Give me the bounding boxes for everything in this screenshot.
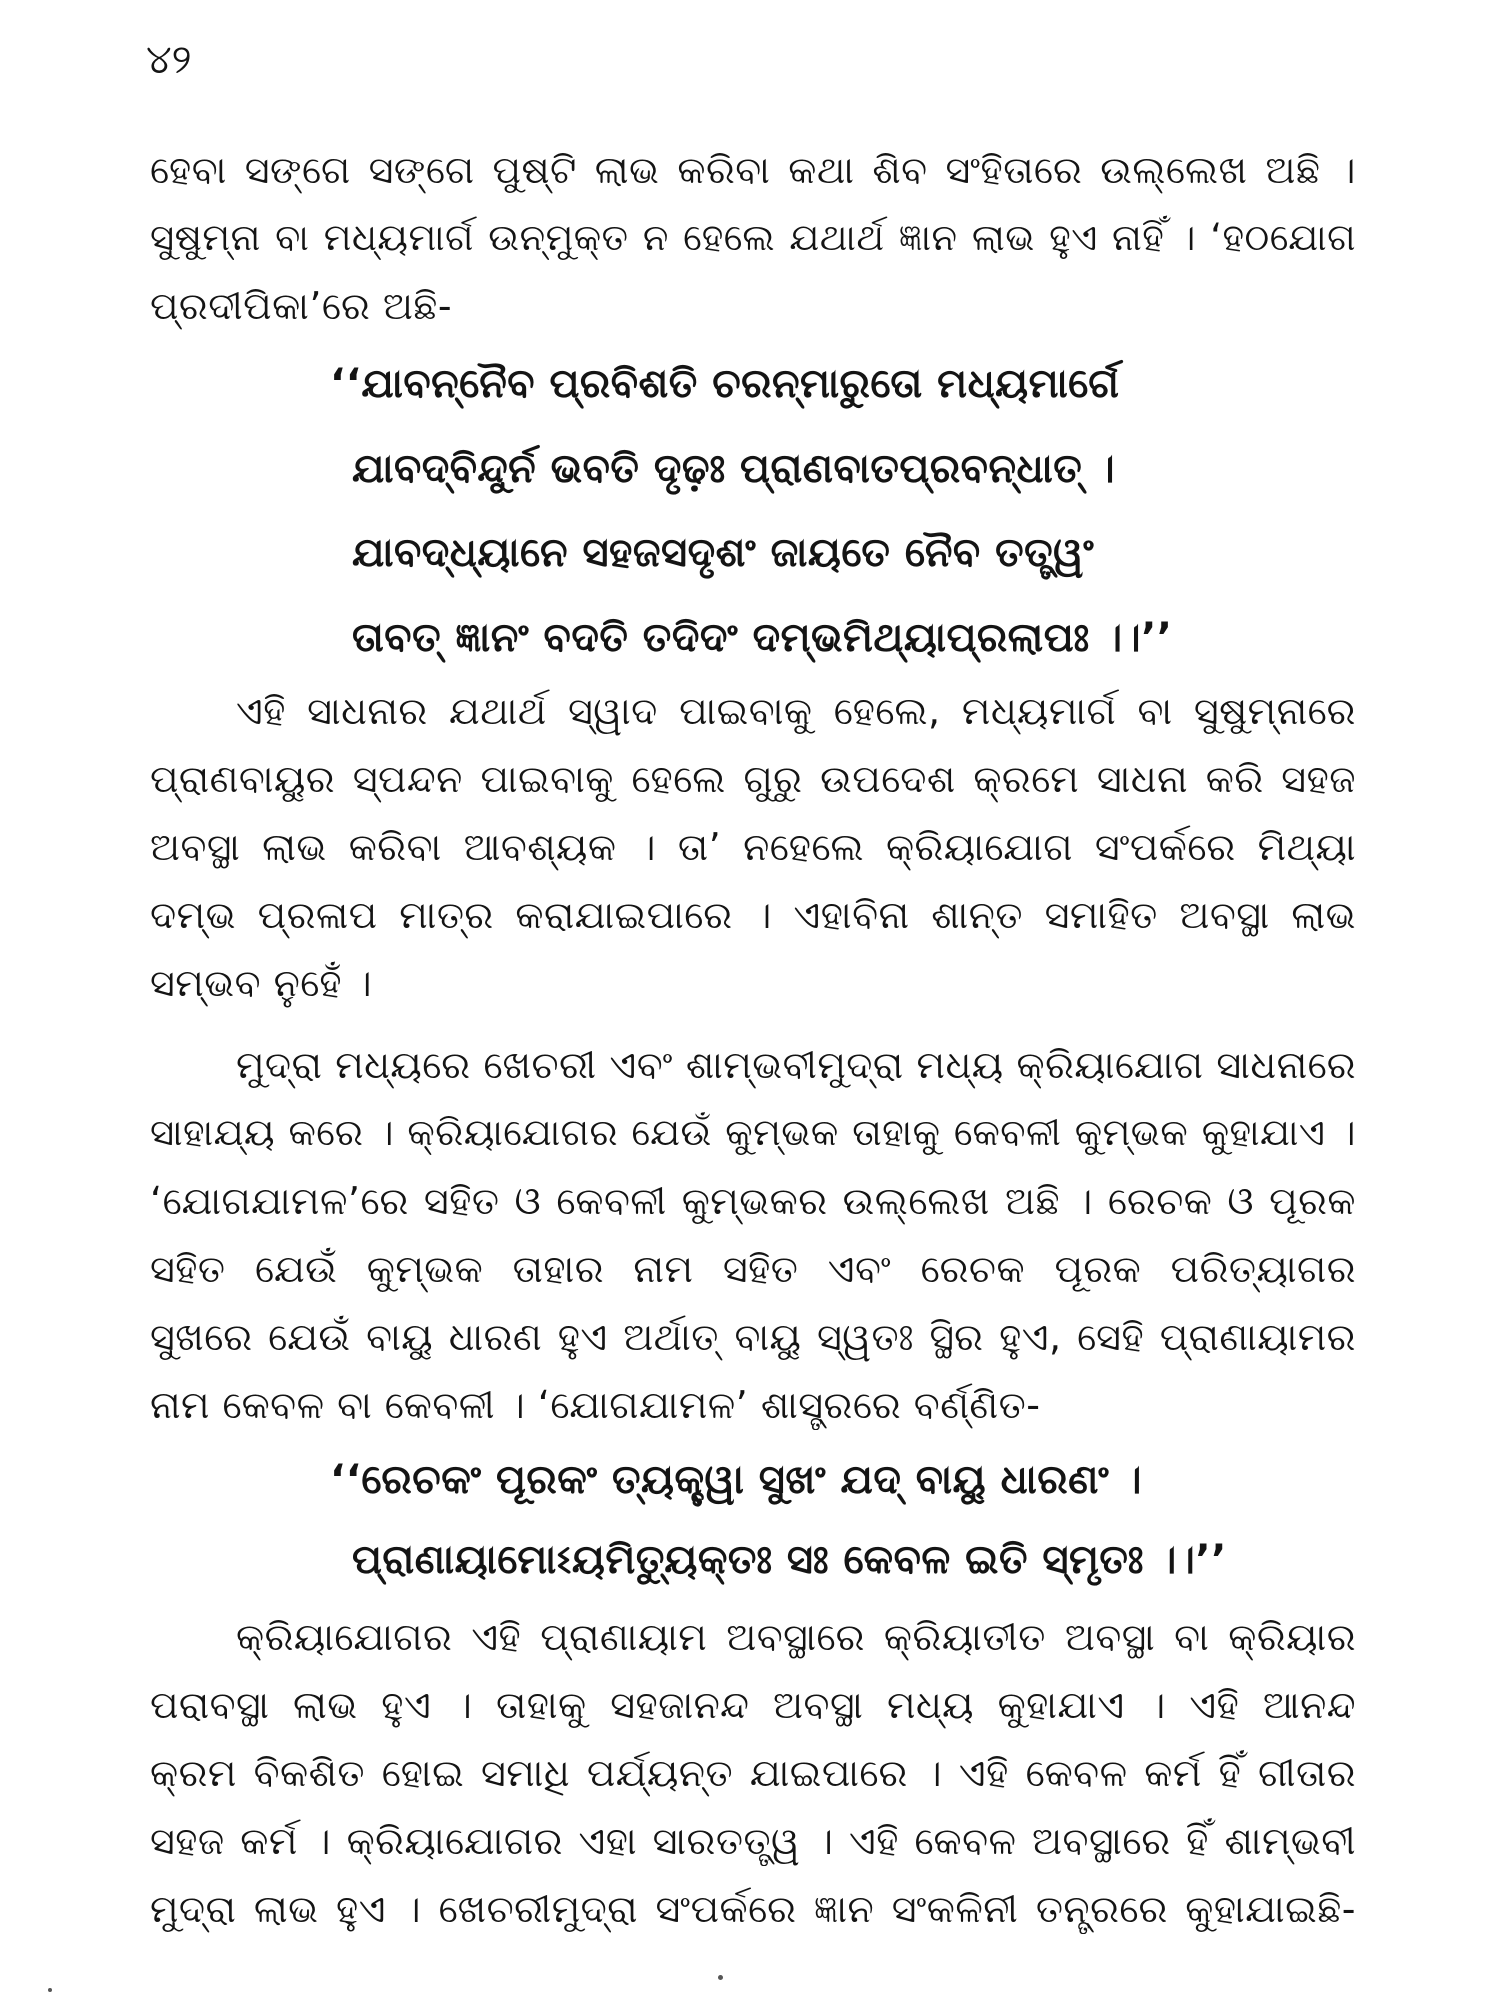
scan-speck xyxy=(48,1988,52,1992)
verse-1-line-1: ‘‘ଯାବନ୍ନୈବ ପ୍ରବିଶତି ଚରନ୍ମାରୁତୋ ମଧ୍ୟମାର୍ଗେ xyxy=(330,361,1120,407)
paragraph-2-line-3: ଅବସ୍ଥା ଲାଭ କରିବା ଆବଶ୍ୟକ । ତା’ ନହେଲେ କ୍ରିୟାଯୋଗ ସଂପର୍କରେ ମିଥ୍ୟା xyxy=(150,825,1356,869)
paragraph-4-line-3: କ୍ରମ ବିକଶିତ ହୋଇ ସମାଧି ପର୍ଯ୍ୟନ୍ତ ଯାଇପାରେ । ଏହି କେବଳ କର୍ମ ହିଁ ଗୀତାର xyxy=(150,1751,1356,1795)
paragraph-3-line-4: ସହିତ ଯେଉଁ କୁମ୍ଭକ ତାହାର ନାମ ସହିତ ଏବଂ ରେଚକ ପୂରକ ପରିତ୍ୟାଗର xyxy=(150,1247,1356,1291)
paragraph-1-line-2: ସୁଷୁମ୍ନା ବା ମଧ୍ୟମାର୍ଗ ଉନ୍ମୁକ୍ତ ନ ହେଲେ ଯଥାର୍ଥ ଜ୍ଞାନ ଲାଭ ହୁଏ ନାହିଁ । ‘ହଠଯୋଗ xyxy=(150,216,1356,259)
paragraph-4-line-4: ସହଜ କର୍ମ । କ୍ରିୟାଯୋଗର ଏହା ସାରତତ୍ତ୍ୱ । ଏହି କେବଳ ଅବସ୍ଥାରେ ହିଁ ଶାମ୍ଭବୀ xyxy=(150,1819,1356,1863)
paragraph-3-line-2: ସାହାଯ୍ୟ କରେ । କ୍ରିୟାଯୋଗର ଯେଉଁ କୁମ୍ଭକ ତାହାକୁ କେବଳୀ କୁମ୍ଭକ କୁହାଯାଏ । xyxy=(150,1111,1356,1154)
paragraph-2-line-5: ସମ୍ଭବ ନୁହେଁ । xyxy=(150,961,373,1005)
verse-2-line-2: ପ୍ରାଣାୟାମୋଽୟମିତ୍ୟୁକ୍ତଃ ସଃ କେବଳ ଇତି ସ୍ମୃତଃ ।।’’ xyxy=(352,1537,1227,1583)
paragraph-2-line-4: ଦମ୍ଭ ପ୍ରଳାପ ମାତ୍ର କରାଯାଇପାରେ । ଏହାବିନା ଶାନ୍ତ ସମାହିତ ଅବସ୍ଥା ଲାଭ xyxy=(150,893,1356,937)
verse-2-line-1: ‘‘ରେଚକଂ ପୂରକଂ ତ୍ୟକ୍ତ୍ୱା ସୁଖଂ ଯଦ୍ ବାୟୁ ଧାରଣଂ । xyxy=(330,1457,1143,1503)
page-number: ୪୨ xyxy=(146,37,192,83)
scan-speck xyxy=(718,1975,723,1980)
paragraph-3-line-5: ସୁଖରେ ଯେଉଁ ବାୟୁ ଧାରଣ ହୁଏ ଅର୍ଥାତ୍ ବାୟୁ ସ୍ୱତଃ ସ୍ଥିର ହୁଏ, ସେହି ପ୍ରାଣାୟାମର xyxy=(150,1315,1356,1359)
paragraph-2-line-1: ଏହି ସାଧନାର ଯଥାର୍ଥ ସ୍ୱାଦ ପାଇବାକୁ ହେଲେ, ମଧ୍ୟମାର୍ଗ ବା ସୁଷୁମ୍ନାରେ xyxy=(236,689,1356,733)
paragraph-3-line-3: ‘ଯୋଗଯାମଳ’ରେ ସହିତ ଓ କେବଳୀ କୁମ୍ଭକର ଉଲ୍ଲେଖ ଅଛି । ରେଚକ ଓ ପୂରକ xyxy=(150,1179,1356,1223)
paragraph-1-line-3: ପ୍ରଦୀପିକା’ରେ ଅଛି- xyxy=(150,284,453,328)
paragraph-4-line-1: କ୍ରିୟାଯୋଗର ଏହି ପ୍ରାଣାୟାମ ଅବସ୍ଥାରେ କ୍ରିୟାତୀତ ଅବସ୍ଥା ବା କ୍ରିୟାର xyxy=(236,1615,1356,1659)
paragraph-3-line-6: ନାମ କେବଳ ବା କେବଳୀ । ‘ଯୋଗଯାମଳ’ ଶାସ୍ତ୍ରରେ ବର୍ଣ୍ଣିତ- xyxy=(150,1383,1041,1427)
paragraph-4-line-2: ପରାବସ୍ଥା ଲାଭ ହୁଏ । ତାହାକୁ ସହଜାନନ୍ଦ ଅବସ୍ଥା ମଧ୍ୟ କୁହାଯାଏ । ଏହି ଆନନ୍ଦ xyxy=(150,1683,1356,1727)
paragraph-1-line-1: ହେବା ସଙ୍ଗେ ସଙ୍ଗେ ପୁଷ୍ଟି ଲାଭ କରିବା କଥା ଶିବ ସଂହିତାରେ ଉଲ୍ଲେଖ ଅଛି । xyxy=(150,148,1356,192)
verse-1-line-4: ତାବତ୍ ଜ୍ଞାନଂ ବଦତି ତଦିଦଂ ଦମ୍ଭମିଥ୍ୟାପ୍ରଲାପଃ ।।’’ xyxy=(352,615,1173,661)
verse-1-line-3: ଯାବଦ୍‌ଧ୍ୟାନେ ସହଜସଦୃଶଂ ଜାୟତେ ନୈବ ତତ୍ତ୍ୱଂ xyxy=(352,530,1095,576)
paragraph-4-line-5: ମୁଦ୍ରା ଲାଭ ହୁଏ । ଖେଚରୀମୁଦ୍ରା ସଂପର୍କରେ ଜ୍ଞାନ ସଂକଳିନୀ ତନ୍ତ୍ରରେ କୁହାଯାଇଛି- xyxy=(150,1887,1356,1931)
paragraph-3-line-1: ମୁଦ୍ରା ମଧ୍ୟରେ ଖେଚରୀ ଏବଂ ଶାମ୍ଭବୀମୁଦ୍ରା ମଧ୍ୟ କ୍ରିୟାଯୋଗ ସାଧନାରେ xyxy=(236,1043,1356,1087)
verse-1-line-2: ଯାବଦ୍‌ବିନ୍ଦୁର୍ନ ଭବତି ଦୃଢ଼ଃ ପ୍ରାଣବାତପ୍ରବନ୍ଧାତ୍ । xyxy=(352,446,1116,492)
paragraph-2-line-2: ପ୍ରାଣବାୟୁର ସ୍ପନ୍ଦନ ପାଇବାକୁ ହେଲେ ଗୁରୁ ଉପଦେଶ କ୍ରମେ ସାଧନା କରି ସହଜ xyxy=(150,757,1356,801)
